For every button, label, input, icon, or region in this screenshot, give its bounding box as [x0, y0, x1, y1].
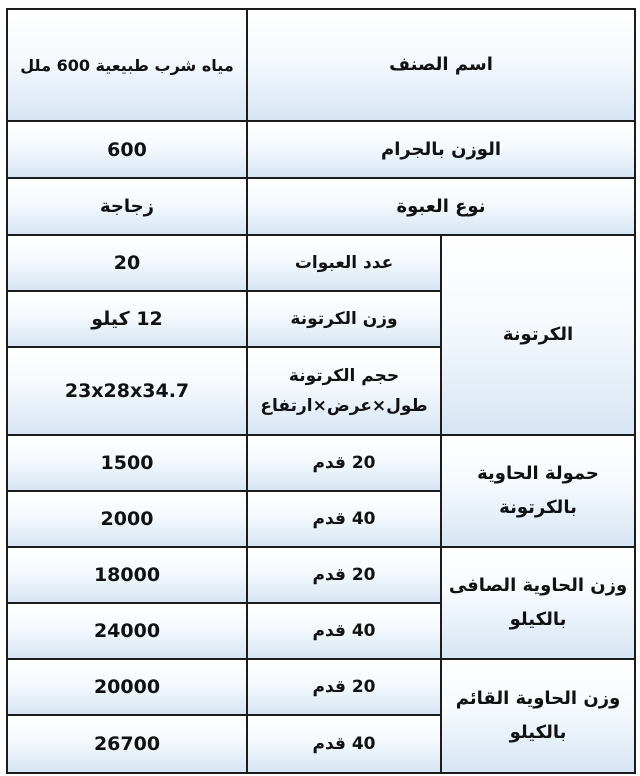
carton-size-label-line1: حجم الكرتونة: [288, 366, 400, 386]
capacity-label-line2: بالكرتونة: [499, 497, 577, 518]
weight-value: 600: [7, 121, 247, 178]
carton-weight-label: وزن الكرتونة: [247, 291, 441, 347]
carton-weight-value: 12 كيلو: [7, 291, 247, 347]
gross-weight-20ft-value: 20000: [7, 659, 247, 715]
net-weight-20ft-label: 20 قدم: [247, 547, 441, 603]
carton-count-label: عدد العبوات: [247, 235, 441, 291]
table-row: [7, 659, 635, 715]
gross-weight-40ft-label: 40 قدم: [247, 715, 441, 773]
table-row: [7, 178, 635, 235]
item-name-value: مياه شرب طبيعية 600 ملل: [7, 9, 247, 121]
capacity-label: [441, 435, 635, 547]
gross-weight-label: [441, 659, 635, 773]
carton-count-value: 20: [7, 235, 247, 291]
item-name-label: اسم الصنف: [247, 9, 635, 121]
capacity-label-line1: حمولة الحاوية: [477, 463, 599, 484]
capacity-20ft-value: 1500: [7, 435, 247, 491]
net-weight-40ft-value: 24000: [7, 603, 247, 659]
net-weight-label-line1: وزن الحاوية الصافى: [448, 575, 628, 596]
gross-weight-40ft-value: 26700: [7, 715, 247, 773]
gross-weight-20ft-label: 20 قدم: [247, 659, 441, 715]
gross-weight-label-line1: وزن الحاوية القائم: [455, 688, 621, 709]
table-row: [7, 435, 635, 491]
capacity-20ft-label: 20 قدم: [247, 435, 441, 491]
net-weight-label-line2: بالكيلو: [509, 609, 567, 630]
table-row: [7, 547, 635, 603]
carton-label: الكرتونة: [441, 235, 635, 435]
weight-label: الوزن بالجرام: [247, 121, 635, 178]
table-row: [7, 235, 635, 291]
gross-weight-label-line2: بالكيلو: [509, 722, 567, 743]
net-weight-label: [441, 547, 635, 659]
carton-size-value: 23x28x34.7: [7, 347, 247, 435]
capacity-40ft-label: 40 قدم: [247, 491, 441, 547]
table-row: [7, 121, 635, 178]
table-row: [7, 9, 635, 121]
product-spec-table: [6, 8, 636, 774]
carton-size-label-line2: طول×عرض×ارتفاع: [260, 396, 428, 416]
capacity-40ft-value: 2000: [7, 491, 247, 547]
carton-size-label: [247, 347, 441, 435]
package-value: زجاجة: [7, 178, 247, 235]
package-label: نوع العبوة: [247, 178, 635, 235]
net-weight-20ft-value: 18000: [7, 547, 247, 603]
net-weight-40ft-label: 40 قدم: [247, 603, 441, 659]
